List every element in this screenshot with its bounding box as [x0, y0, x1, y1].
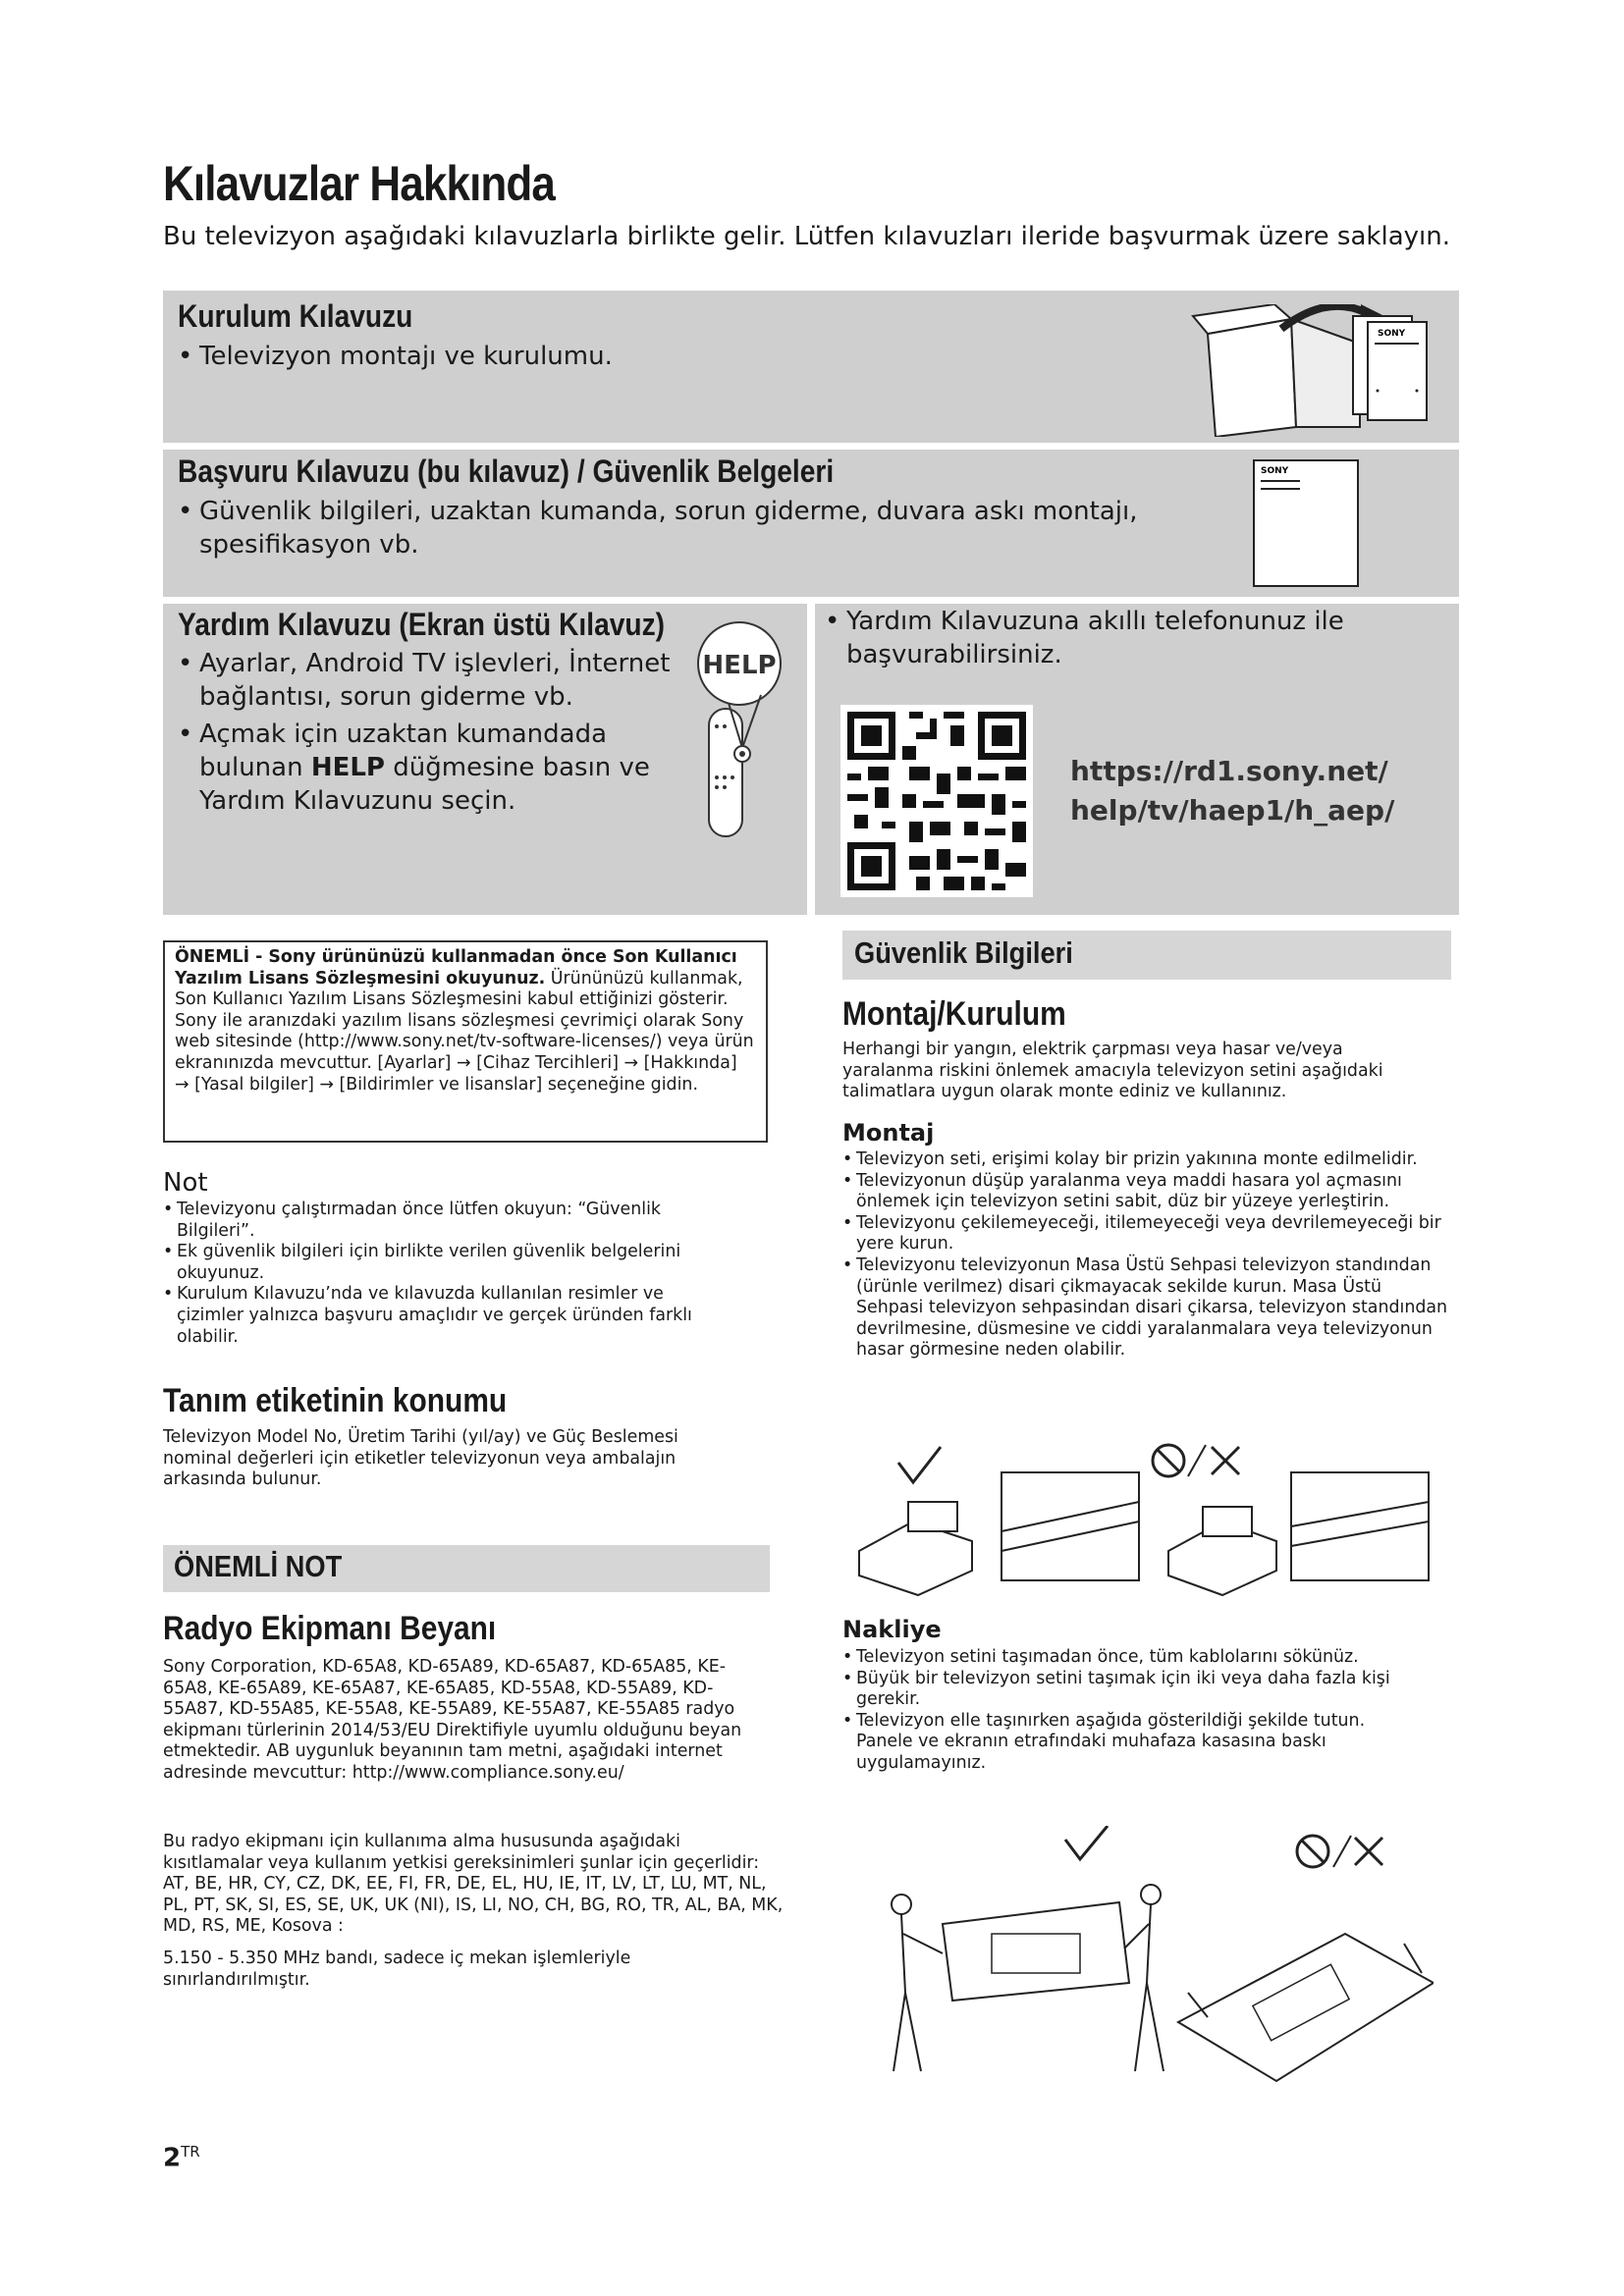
transport-item-2: • Büyük bir televizyon setini taşımak için iki veya daha fazla kişi gerekir. — [842, 1669, 1412, 1711]
license-notice-text: Ürününüzü kullanmak, Son Kullanıcı Yazılım Lisans Sözleşmesini kabul ettiğinizi gösterir. Sony ile aranızdaki yazılım lisans sözleşmesi çevrimiçi olarak Sony web sitesinde (http://www.sony.net/tv-software-licenses/) veya ürün ekranınızda mevcuttur. [Ayarlar] → [Cihaz Tercihleri] → [Hakkında] → [Yasal bilgiler] → [Bildirimler ve lisanslar] seçeneğine gidin. — [175, 968, 754, 1095]
help-guide-bullet1-text: Ayarlar, Android TV işlevleri, İnternet bağlantısı, sorun giderme vb. — [199, 649, 671, 712]
help-guide-url[interactable] — [1070, 752, 1394, 830]
label-location-text: Televizyon Model No, Üretim Tarihi (yıl/ay) ve Güç Beslemesi nominal değerleri için etiketler televizyonun veya ambalajın arkasında bulunur. — [163, 1427, 678, 1490]
help-guide-url-line1: https://rd1.sony.net/ — [1070, 755, 1388, 787]
note-item-1: • Televizyonu çalıştırmadan önce lütfen okuyun: “Güvenlik Bilgileri”. — [163, 1200, 713, 1242]
mounting-title: Montaj — [842, 1119, 935, 1147]
help-guide-title: Yardım Kılavuzu (Ekran üstü Kılavuz) — [178, 607, 666, 642]
radio-declaration-para1: Sony Corporation, KD-65A8, KD-65A89, KD-65A87, KD-65A85, KE-65A8, KE-65A89, KE-65A87, KE-65A85, KD-55A8, KD-55A89, KD-55A87, KD-55A85, KE-55A8, KE-55A89, KE-55A87, KE-55A85 radyo ekipmanı türlerinin 2014/53/EU Direktifiyle uyumlu olduğunu beyan etmektedir. AB uygunluk beyanının tam metni, aşağıdaki internet adresinde mevcuttur: http://www.compliance.sony.eu/ — [163, 1657, 742, 1783]
note-item-3: • Kurulum Kılavuzu’nda ve kılavuzda kullanılan resimler ve çizimler yalnızca başvuru amaçlıdır ve gerçek üründen farklı olabilir. — [163, 1284, 713, 1348]
transport-title: Nakliye — [842, 1616, 942, 1643]
reference-guide-title: Başvuru Kılavuzu (bu kılavuz) / Güvenlik Belgeleri — [178, 454, 835, 489]
setup-guide-title: Kurulum Kılavuzu — [178, 298, 413, 334]
important-note-title: ÖNEMLİ NOT — [174, 1549, 343, 1583]
help-guide-url-line2: help/tv/haep1/h_aep/ — [1070, 794, 1395, 827]
license-notice-bold: ÖNEMLİ - Sony ürününüzü kullanmadan önce Son Kullanıcı Yazılım Lisans Sözleşmesini okuyunuz. — [175, 947, 737, 988]
help-guide-bullet2-bold: HELP — [310, 753, 385, 782]
transport-item-3: • Televizyon elle taşınırken aşağıda gösterildiği şekilde tutun. Panele ve ekranın etrafındaki muhafaza kasasına baskı uygulamayınız. — [842, 1711, 1412, 1775]
installation-title: Montaj/Kurulum — [842, 995, 1066, 1033]
setup-guide-bullet — [178, 340, 1061, 373]
safety-title: Güvenlik Bilgileri — [854, 935, 1073, 970]
reference-illustration-label: SONY — [1261, 466, 1289, 476]
remote-help-illustration — [687, 611, 785, 846]
note-item-2: • Ek güvenlik bilgileri için birlikte verilen güvenlik belgelerini okuyunuz. — [163, 1242, 713, 1284]
setup-guide-bullet-text: Televizyon montajı ve kurulumu. — [199, 342, 613, 371]
note-title: Not — [163, 1168, 208, 1198]
help-guide-bullets — [178, 647, 678, 818]
page-number — [163, 2143, 200, 2173]
radio-declaration-title: Radyo Ekipmanı Beyanı — [163, 1610, 497, 1647]
help-button-label: HELP — [702, 651, 777, 680]
stand-placement-illustration — [854, 1443, 1434, 1600]
manual-illustration — [1253, 459, 1361, 589]
help-guide-bullet2-post: düğmesine basın ve Yardım Kılavuzunu seçin. — [199, 753, 650, 816]
help-guide-bullet2-pre: Açmak için uzaktan kumandada bulunan — [199, 720, 608, 782]
transport-list — [842, 1647, 1412, 1775]
radio-declaration-para2: Bu radyo ekipmanı için kullanıma alma hususunda aşağıdaki kısıtlamalar veya kullanım yetkisi gereksinimleri şunlar için geçerlidir: AT, BE, HR, CY, CZ, DK, EE, FI, FR, DE, EL, HU, IE, IT, LV, LT, LU, MT, NL, PL, PT, SK, SI, ES, SE, UK, UK (NI), IS, LI, NO, CH, BG, RO, TR, AL, BA, MK, MD, RS, ME, Kosova : — [163, 1832, 784, 1937]
help-guide-smartphone-text: Yardım Kılavuzuna akıllı telefonunuz ile başvurabilirsiniz. — [846, 607, 1344, 669]
installation-text: Herhangi bir yangın, elektrik çarpması veya hasar ve/veya yaralanma riskini önlemek amacıyla televizyon setini aşağıdaki talimatlara uygun olarak monte ediniz ve kullanınız. — [842, 1040, 1383, 1102]
box-and-manual-illustration — [1188, 304, 1453, 437]
page-number-value: 2 — [163, 2143, 182, 2173]
mounting-list — [842, 1149, 1449, 1362]
mounting-item-2: • Televizyonun düşüp yaralanma veya maddi hasara yol açmasını önlemek için televizyon setini sabit, düz bir yüzeye yerleştirin. — [842, 1171, 1449, 1213]
reference-guide-bullet — [178, 495, 1160, 561]
qr-code[interactable] — [840, 705, 1033, 897]
carrying-illustration — [884, 1826, 1434, 2091]
mounting-item-3: • Televizyonu çekilemeyeceği, itilemeyeceği veya devrilemeyeceği bir yere kurun. — [842, 1213, 1449, 1255]
mounting-item-4: • Televizyonu televizyonun Masa Üstü Sehpasi televizyon standından (ürünle verilmez) disari çikmayacak sekilde kurun. Masa Üstü Sehpasi televizyon sehpasindan disari çikarsa, televizyon standından devrilmesine, düsmesine ve ciddi yaralanmalara veya televizyonun hasar görmesine neden olabilir. — [842, 1255, 1449, 1362]
transport-item-1: • Televizyon setini taşımadan önce, tüm kablolarını sökünüz. — [842, 1647, 1412, 1669]
radio-declaration-para3: 5.150 - 5.350 MHz bandı, sadece iç mekan işlemleriyle sınırlandırılmıştır. — [163, 1949, 631, 1990]
setup-illustration-label: SONY — [1378, 329, 1406, 339]
help-guide-smartphone-bullet — [825, 605, 1375, 671]
page-title: Kılavuzlar Hakkında — [163, 156, 556, 211]
note-list — [163, 1200, 713, 1348]
label-location-title: Tanım etiketinin konumu — [163, 1382, 508, 1419]
reference-guide-bullet-text: Güvenlik bilgileri, uzaktan kumanda, sorun giderme, duvara askı montajı, spesifikasyon vb. — [199, 497, 1138, 560]
mounting-item-1: • Televizyon seti, erişimi kolay bir prizin yakınına monte edilmelidir. — [842, 1149, 1449, 1171]
license-notice-box — [163, 940, 768, 1143]
page-language: TR — [181, 2143, 200, 2161]
page-intro: Bu televizyon aşağıdaki kılavuzlarla birlikte gelir. Lütfen kılavuzları ileride başvurmak üzere saklayın. — [163, 222, 1450, 251]
